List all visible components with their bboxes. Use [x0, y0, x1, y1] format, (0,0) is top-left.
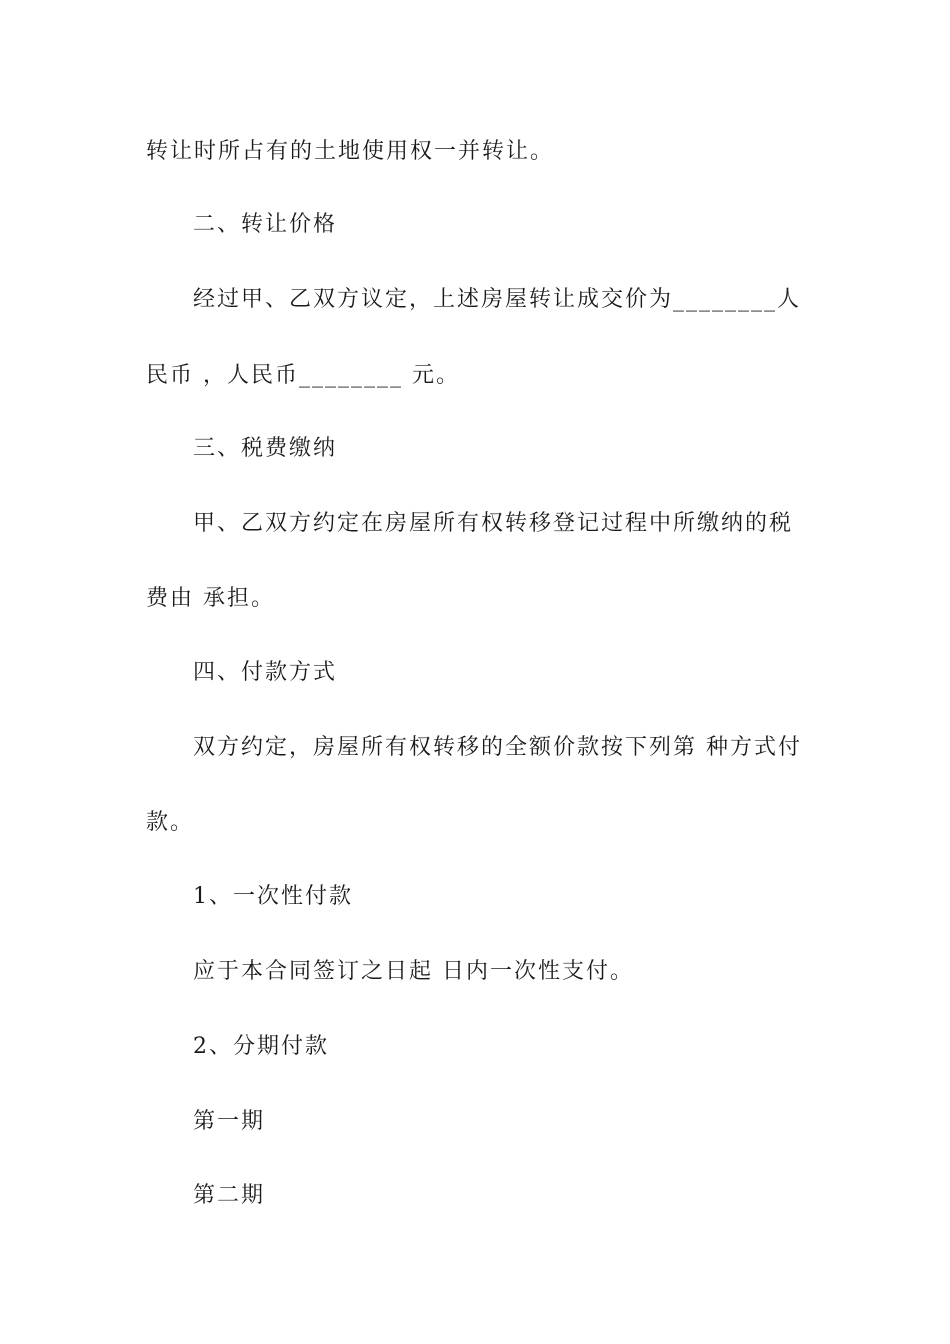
paragraph-line: 双方约定，房屋所有权转移的全额价款按下列第 种方式付	[193, 735, 802, 760]
section-heading: 三、税费缴纳	[193, 436, 338, 461]
paragraph-line: 款。	[146, 810, 195, 835]
section-heading: 四、付款方式	[193, 660, 338, 685]
paragraph-line: 经过甲、乙双方议定，上述房屋转让成交价为________人	[193, 287, 802, 312]
section-heading: 二、转让价格	[193, 212, 338, 237]
subsection-heading: 2、分期付款	[193, 1034, 329, 1059]
paragraph-line: 甲、乙双方约定在房屋所有权转移登记过程中所缴纳的税	[193, 511, 794, 536]
paragraph-line: 费由 承担。	[146, 586, 275, 611]
paragraph-line: 转让时所占有的土地使用权一并转让。	[146, 139, 555, 164]
paragraph-line: 第一期	[193, 1109, 266, 1134]
paragraph-line: 应于本合同签订之日起 日内一次性支付。	[193, 959, 634, 984]
paragraph-line: 第二期	[193, 1183, 266, 1208]
subsection-heading: 1、一次性付款	[193, 884, 353, 909]
paragraph-line: 民币 ，人民币________ 元。	[146, 363, 460, 388]
